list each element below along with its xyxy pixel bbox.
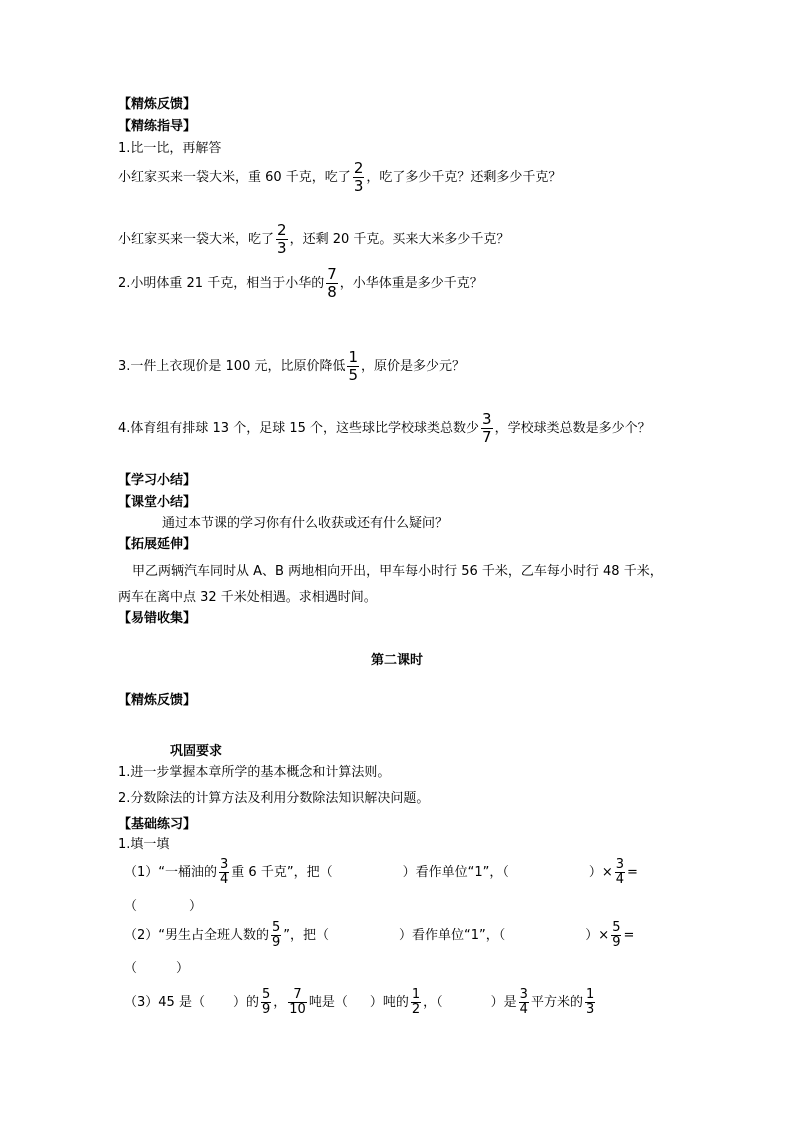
fill-3-fraction-4: $\frac{3}{4}$: [519, 987, 528, 1017]
q1a-fraction: $\frac{2}{3}$: [353, 159, 364, 195]
mistakes-heading: 【易错收集】: [118, 611, 197, 626]
fill-2-line: [124, 921, 634, 950]
fill-3-text-7: ）是: [490, 995, 517, 1010]
fill-3-text-5: ）吨的: [369, 995, 409, 1010]
fill-2-text-2: ”，把（: [283, 928, 330, 943]
q1a-line: [118, 160, 561, 195]
section-heading-feedback: 【精炼反馈】: [118, 97, 197, 112]
fill-1-line: [124, 858, 638, 887]
fill-1-fraction: $\frac{3}{4}$: [220, 857, 229, 887]
requirements-heading: 巩固要求: [170, 744, 223, 759]
fill-2-answer-blank[interactable]: （ ）: [124, 961, 190, 976]
fill-2-fraction: $\frac{5}{9}$: [272, 920, 281, 950]
q3-text-2: ，原价是多少元？: [361, 359, 466, 374]
fill-3-fraction-3: $\frac{1}{2}$: [411, 987, 421, 1017]
class-summary-text: 通过本节课的学习你有什么收获或还有什么疑问？: [162, 516, 449, 531]
class-summary-heading: 【课堂小结】: [118, 495, 197, 510]
extension-text-1: 甲乙两辆汽车同时从 A、B 两地相向开出，甲车每小时行 56 千米，乙车每小时行 48 千米，: [132, 564, 663, 579]
fill-2-equals: =: [623, 928, 635, 943]
q1a-text-2: ，吃了多少千克？还剩多少千克？: [366, 170, 562, 185]
fill-3-fraction-2: $\frac{7}{10}$: [289, 987, 306, 1017]
fill-3-text-8: 平方米的: [530, 995, 583, 1010]
fill-3-text-6: ，（: [423, 995, 443, 1010]
fill-3-fraction-5: $\frac{1}{3}$: [585, 987, 595, 1017]
fill-3-fraction-1: $\frac{5}{9}$: [261, 987, 271, 1017]
extension-text-2: 两车在离中点 32 千米处相遇。求相遇时间。: [118, 590, 377, 605]
q4-text-2: ，学校球类总数是多少个？: [494, 421, 651, 436]
fill-2-text: （2）“男生占全班人数的: [124, 928, 270, 943]
fill-1-text-2: 重 6 千克”，把（: [231, 865, 333, 880]
fill-title: 1.填一填: [118, 837, 170, 852]
q1a-text: 小红家买来一袋大米，重 60 千克，吃了: [118, 170, 351, 185]
fill-3-line: [124, 988, 597, 1017]
fill-1-answer-blank[interactable]: （ ）: [124, 899, 203, 914]
q1b-text: 小红家买来一袋大米，吃了: [118, 232, 275, 247]
q1-title: 1.比一比，再解答: [118, 141, 222, 156]
fill-2-fraction-2: $\frac{5}{9}$: [612, 920, 621, 950]
fill-3-text-2: ）的: [232, 995, 259, 1010]
fill-2-text-3: ）看作单位“1”，（: [399, 928, 506, 943]
fill-3-text-3: ，: [273, 995, 287, 1010]
q1b-line: [118, 222, 509, 257]
fill-1-text-4: ）×: [588, 865, 613, 880]
q2-line: [118, 266, 483, 301]
lesson-title: 第二课时: [370, 653, 423, 668]
q4-line: [118, 411, 651, 446]
q2-text: 2.小明体重 21 千克，相当于小华的: [118, 276, 325, 291]
requirement-1: 1.进一步掌握本章所学的基本概念和计算法则。: [118, 765, 391, 780]
basic-practice-heading: 【基础练习】: [118, 817, 197, 832]
q1b-text-2: ，还剩 20 千克。买来大米多少千克？: [289, 232, 510, 247]
q2-text-2: ，小华体重是多少千克？: [339, 276, 483, 291]
q3-line: [118, 349, 465, 384]
q4-text: 4.体育组有排球 13 个，足球 15 个，这些球比学校球类总数少: [118, 421, 480, 436]
q3-fraction: $\frac{1}{5}$: [348, 348, 359, 384]
fill-1-text: （1）“一桶油的: [124, 865, 218, 880]
fill-2-text-4: ）×: [585, 928, 610, 943]
q4-fraction: $\frac{3}{7}$: [482, 410, 492, 446]
fill-3-text: （3）45 是（: [124, 995, 205, 1010]
summary-heading: 【学习小结】: [118, 473, 197, 488]
fill-1-fraction-2: $\frac{3}{4}$: [615, 857, 625, 887]
section-heading-guidance: 【精练指导】: [118, 119, 197, 134]
q1b-fraction: $\frac{2}{3}$: [277, 221, 287, 257]
fill-3-text-4: 吨是（: [308, 995, 348, 1010]
fill-1-equals: =: [627, 865, 638, 880]
fill-1-text-3: ）看作单位“1”，（: [402, 865, 509, 880]
requirement-2: 2.分数除法的计算方法及利用分数除法知识解决问题。: [118, 791, 430, 806]
extension-heading: 【拓展延伸】: [118, 537, 197, 552]
q2-fraction: $\frac{7}{8}$: [327, 265, 337, 301]
lesson2-feedback-heading: 【精炼反馈】: [118, 693, 197, 708]
q3-text: 3.一件上衣现价是 100 元，比原价降低: [118, 359, 346, 374]
